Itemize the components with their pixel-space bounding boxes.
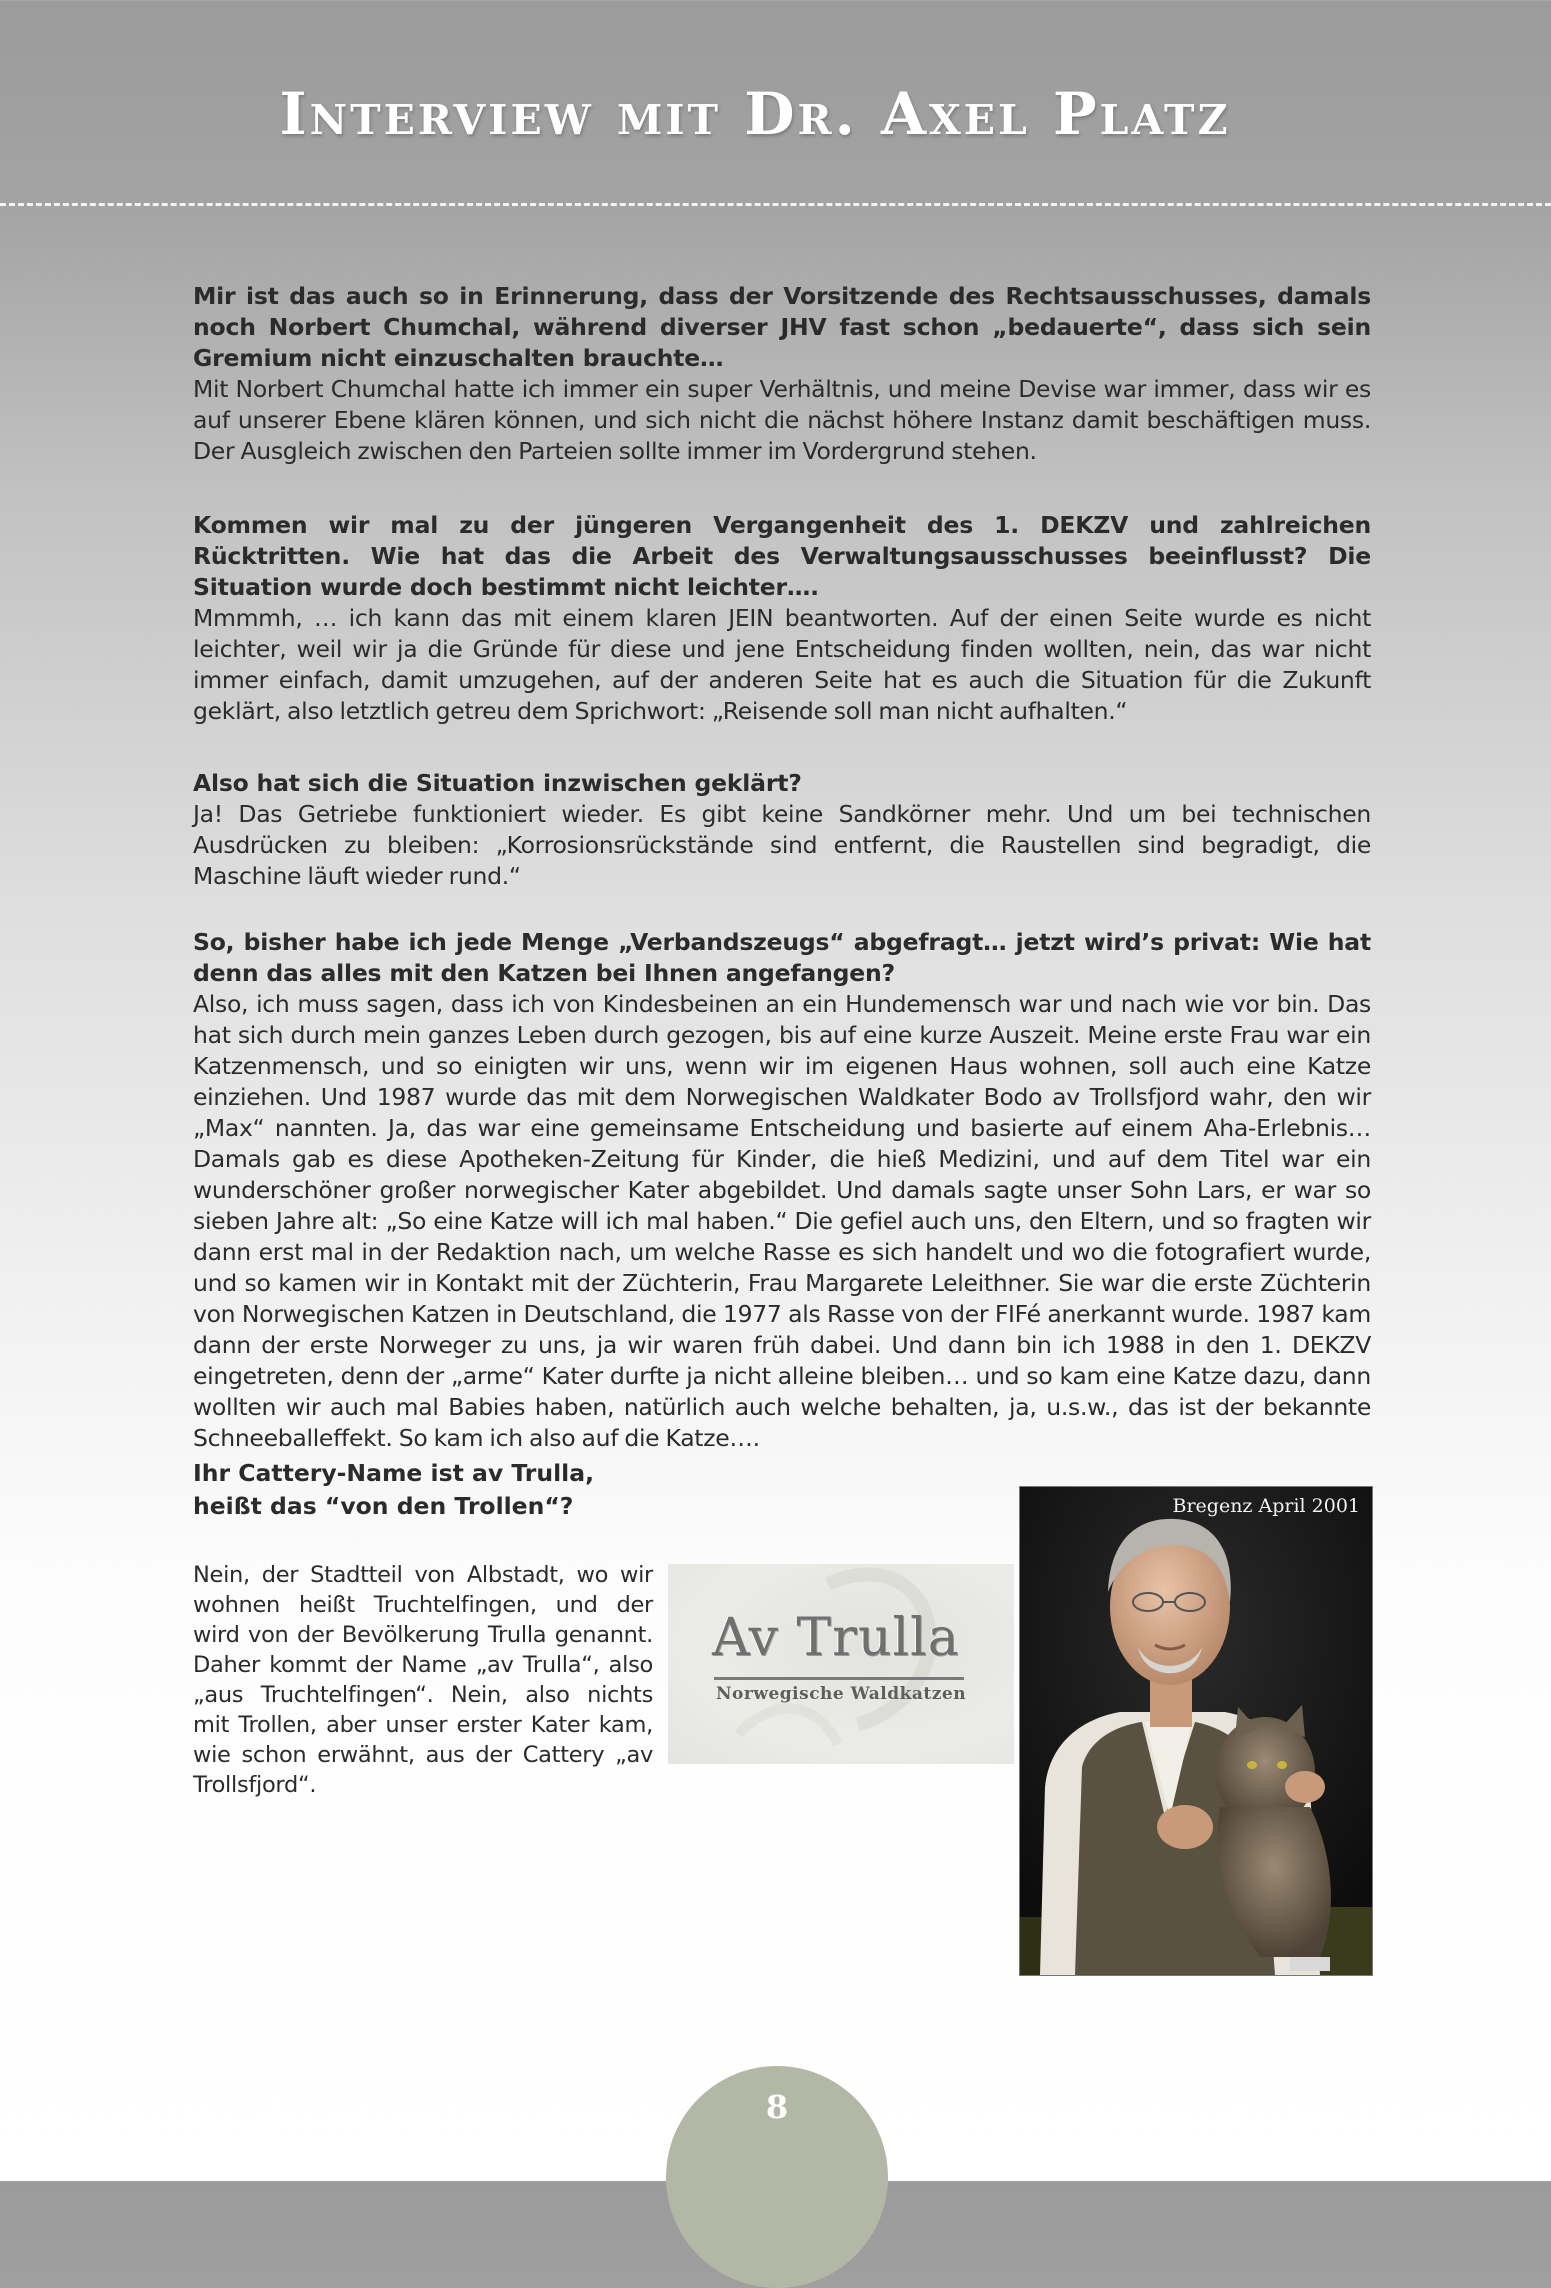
portrait-photo	[1020, 1487, 1372, 1975]
logo-subtitle: Norwegische Waldkatzen	[716, 1684, 967, 1704]
interview-answer: Also, ich muss sagen, dass ich von Kindesbeinen an ein Hundemensch war und nach wie vor bin. Das hat sich durch mein ganzes Leben durch gezogen, bis auf eine kurze Auszeit. Meine erste Frau war ein Katzenmensch, und so einigten wir uns, wenn wir im eigenen Haus wohnen, soll auch eine Katze einziehen. Und 1987 wurde das mit dem Norwegischen Waldkater Bodo av Trollsfjord wahr, den wir „Max“ nannten. Ja, das war eine gemeinsame Entscheidung und basierte auf einem Aha-Erlebnis… Damals gab es diese Apotheken-Zeitung für Kinder, die hieß Medizini, und auf dem Titel war ein wunderschöner großer norwegischer Kater abgebildet. Und damals sagte unser Sohn Lars, er war so sieben Jahre alt: „So eine Katze will ich mal haben.“ Die gefiel auch uns, den Eltern, und so fragten wir dann erst mal in der Redaktion nach, um welche Rasse es sich handelt und wo die fotografiert wurde, und so kamen wir in Kontakt mit der Züchterin, Frau Margarete Leleithner. Sie war die erste Züchterin von Norwegischen Katzen in Deutschland, die 1977 als Rasse von der FIFé anerkannt wurde. 1987 kam dann der erste Norweger zu uns, ja wir waren früh dabei. Und dann bin ich 1988 in den 1. DEKZV eingetreten, denn der „arme“ Kater durfte ja nicht alleine bleiben… und so kam eine Katze dazu, dann wollten wir auch mal Babies haben, natürlich auch welche behalten, ja, u.s.w., das ist der bekannte Schneeballeffekt. So kam ich also auf die Katze….	[193, 990, 1371, 1452]
interview-answer: Mit Norbert Chumchal hatte ich immer ein super Verhältnis, und meine Devise war immer, dass wir es auf unserer Ebene klären können, und sich nicht die nächst höhere Instanz damit beschäftigen muss. Der Ausgleich zwischen den Parteien sollte immer im Vordergrund stehen.	[193, 375, 1371, 465]
interview-section	[193, 768, 1371, 892]
header-divider	[0, 203, 1551, 206]
page-number-badge	[666, 2066, 888, 2288]
photo-caption: Bregenz April 2001	[1172, 1495, 1360, 1517]
page-title: Interview mit Dr. Axel Platz	[279, 80, 1231, 148]
interview-question: Also hat sich die Situation inzwischen geklärt?	[193, 769, 802, 797]
interview-section	[193, 510, 1371, 727]
man-with-cat-illustration	[1020, 1487, 1372, 1975]
interview-section	[193, 927, 1371, 1454]
cattery-logo	[668, 1564, 1014, 1764]
interview-question: So, bisher habe ich jede Menge „Verbandszeugs“ abgefragt… jetzt wird’s privat: Wie hat denn das alles mit den Katzen bei Ihnen angefangen?	[193, 928, 1371, 987]
logo-underline	[714, 1677, 964, 1680]
interview-question: Mir ist das auch so in Erinnerung, dass der Vorsitzende des Rechtsausschusses, damals noch Norbert Chumchal, während diverser JHV fast schon „bedauerte“, dass sich sein Gremium nicht einzuschalten brauchte…	[193, 282, 1371, 372]
interview-answer: Nein, der Stadtteil von Albstadt, wo wir wohnen heißt Truchtelfingen, und der wird von der Bevölkerung Trulla genannt. Daher kommt der Name „av Trulla“, also „aus Truchtelfingen“. Nein, also nichts mit Trollen, aber unser erster Kater kam, wie schon erwähnt, aus der Cattery „av Trollsfjord“.	[193, 1562, 653, 1798]
interview-question	[193, 1457, 693, 1523]
interview-answer: Ja! Das Getriebe funktioniert wieder. Es gibt keine Sandkörner mehr. Und um bei technischen Ausdrücken zu bleiben: „Korrosionsrückstände sind entfernt, die Raustellen sind begradigt, die Maschine läuft wieder rund.“	[193, 800, 1371, 890]
question-line: heißt das “von den Trollen“?	[193, 1492, 574, 1520]
interview-section	[193, 281, 1371, 467]
interview-answer: Mmmmh, … ich kann das mit einem klaren JEIN beantworten. Auf der einen Seite wurde es nicht leichter, weil wir ja die Gründe für diese und jene Entscheidung finden wollten, nein, das war nicht immer einfach, damit umzugehen, auf der anderen Seite hat es auch die Situation für die Zukunft geklärt, also letztlich getreu dem Sprichwort: „Reisende soll man nicht aufhalten.“	[193, 604, 1371, 725]
logo-wordmark: Av Trulla	[712, 1608, 960, 1668]
interview-question: Kommen wir mal zu der jüngeren Vergangenheit des 1. DEKZV und zahlreichen Rücktritten. Wie hat das die Arbeit des Verwaltungsausschusses beeinflusst? Die Situation wurde doch bestimmt nicht leichter….	[193, 511, 1371, 601]
question-line: Ihr Cattery-Name ist av Trulla,	[193, 1459, 595, 1487]
page-number: 8	[765, 2088, 789, 2126]
